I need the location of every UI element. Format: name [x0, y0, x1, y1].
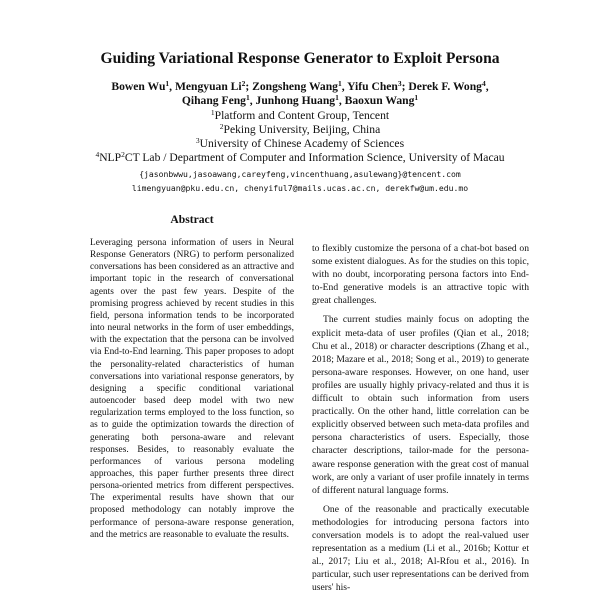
author-name: Zongsheng Wang — [252, 80, 338, 93]
author-name: Mengyuan Li — [174, 80, 242, 93]
author-name: Derek F. Wong — [408, 80, 482, 93]
affiliation-4 — [0, 151, 600, 165]
author-name: Baoxun Wang — [344, 94, 415, 107]
abstract-body: Leveraging persona information of users in Neural Response Generators (NRG) to perform personalized conversations has been considered as an attractive and important topic in the research of conversational agents over the past few years. Despite of the promising progress achieved by recent studies in this field, persona information tends to be incorporated into neural networks in the form of user embeddings, with the expectation that the persona can be involved via End-to-End learning. This paper proposes to adopt the personality-related characteristics of human conversations into variational response generators, by designing a specific conditional variational autoencoder based deep model with two new regularization terms employed to the loss function, so as to guide the optimization towards the direction of generating both persona-aware and relevant responses. Besides, to reasonably evaluate the performances of various persona modeling approaches, this paper further presents three direct persona-oriented metrics from different perspectives. The experimental results have shown that our proposed methodology can notably improve the performance of persona-aware response generation, and the metrics are reasonable to evaluate the results. — [90, 238, 294, 540]
author-sep: , — [341, 80, 348, 93]
author-sup: 1 — [414, 93, 419, 102]
affiliation-2 — [0, 123, 600, 137]
emails-line-2: limengyuan@pku.edu.cn, chenyiful7@mails.ucas.ac.cn, derekfw@um.edu.mo — [131, 183, 469, 193]
author-sep: , — [485, 80, 489, 93]
author-line-2 — [0, 94, 600, 108]
affiliation-sup: 1 — [210, 108, 215, 117]
author-sep: , — [169, 80, 175, 93]
affiliation-1 — [0, 109, 600, 123]
author-sep: , — [249, 94, 256, 107]
body-paragraph: to flexibly customize the persona of a chat-bot based on some existent dialogues. As for the studies on this topic, with no doubt, incorporating persona factors into End-to-End generative models is an attractive topic with great challenges. — [312, 243, 529, 307]
affiliation-sup: 2 — [219, 122, 224, 131]
affiliation-text: NLP — [99, 151, 122, 164]
author-line-1 — [0, 80, 600, 94]
abstract-heading: Abstract — [170, 213, 214, 226]
author-name: Bowen Wu — [111, 80, 166, 93]
author-sup: 1 — [335, 93, 339, 102]
author-sep: , — [338, 94, 345, 107]
affiliation-sup: 4 — [95, 150, 100, 159]
author-sup: 1 — [245, 93, 250, 102]
affiliation-sup: 2 — [121, 150, 125, 159]
emails-line-1: {jasonbwwu,jasoawang,careyfeng,vincenthuang,asulewang}@tencent.com — [139, 169, 461, 179]
author-name: Junhong Huang — [255, 94, 336, 107]
author-sep: ; — [245, 80, 253, 93]
author-sup: 2 — [241, 79, 246, 88]
affiliation-text: University of Chinese Academy of Sciences — [199, 137, 405, 150]
author-sup: 1 — [165, 79, 170, 88]
paper-title: Guiding Variational Response Generator to Exploit Persona — [100, 50, 500, 67]
author-sup: 3 — [397, 79, 402, 88]
author-sup: 4 — [481, 79, 486, 88]
body-paragraph: One of the reasonable and practically executable methodologies for introducing persona factors into conversation models is to adopt the real-valued user representation as a medium (Li et al., 2016b; Kottur et al., 2017; Liu et al., 2018; Al-Rfou et al., 2016). In particular, such user representations can be derived from users' his- — [312, 503, 529, 594]
author-sup: 1 — [337, 79, 342, 88]
right-column — [312, 242, 529, 594]
left-column — [90, 213, 294, 541]
affiliation-text: CT Lab / Department of Computer and Information Science, University of Macau — [124, 151, 505, 164]
affiliation-text: Peking University, Beijing, China — [223, 123, 381, 136]
body-paragraph: The current studies mainly focus on adopting the explicit meta-data of user profiles (Qian et al., 2018; Chu et al., 2018) or character descriptions (Zhang et al., 2018; Mazare et al., 2018; Song et al., 2019) to generate persona-aware responses. However, on one hand, user profiles are usually highly privacy-related and thus it is difficult to obtain such information from users practically. On the other hand, little correlation can be explicitly observed between such meta-data profiles and persona characteristics of users. Especially, those character descriptions, tailor-made for the persona-aware response generation with the great cost of manual work, are only a variant of user profile innately in terms of different natural language forms. — [312, 314, 529, 496]
affiliation-text: Platform and Content Group, Tencent — [214, 109, 390, 122]
affiliation-sup: 3 — [195, 136, 200, 145]
author-name: Yifu Chen — [347, 80, 398, 93]
author-sep: ; — [401, 80, 409, 93]
author-name: Qihang Feng — [181, 94, 246, 107]
affiliation-3 — [0, 137, 600, 151]
